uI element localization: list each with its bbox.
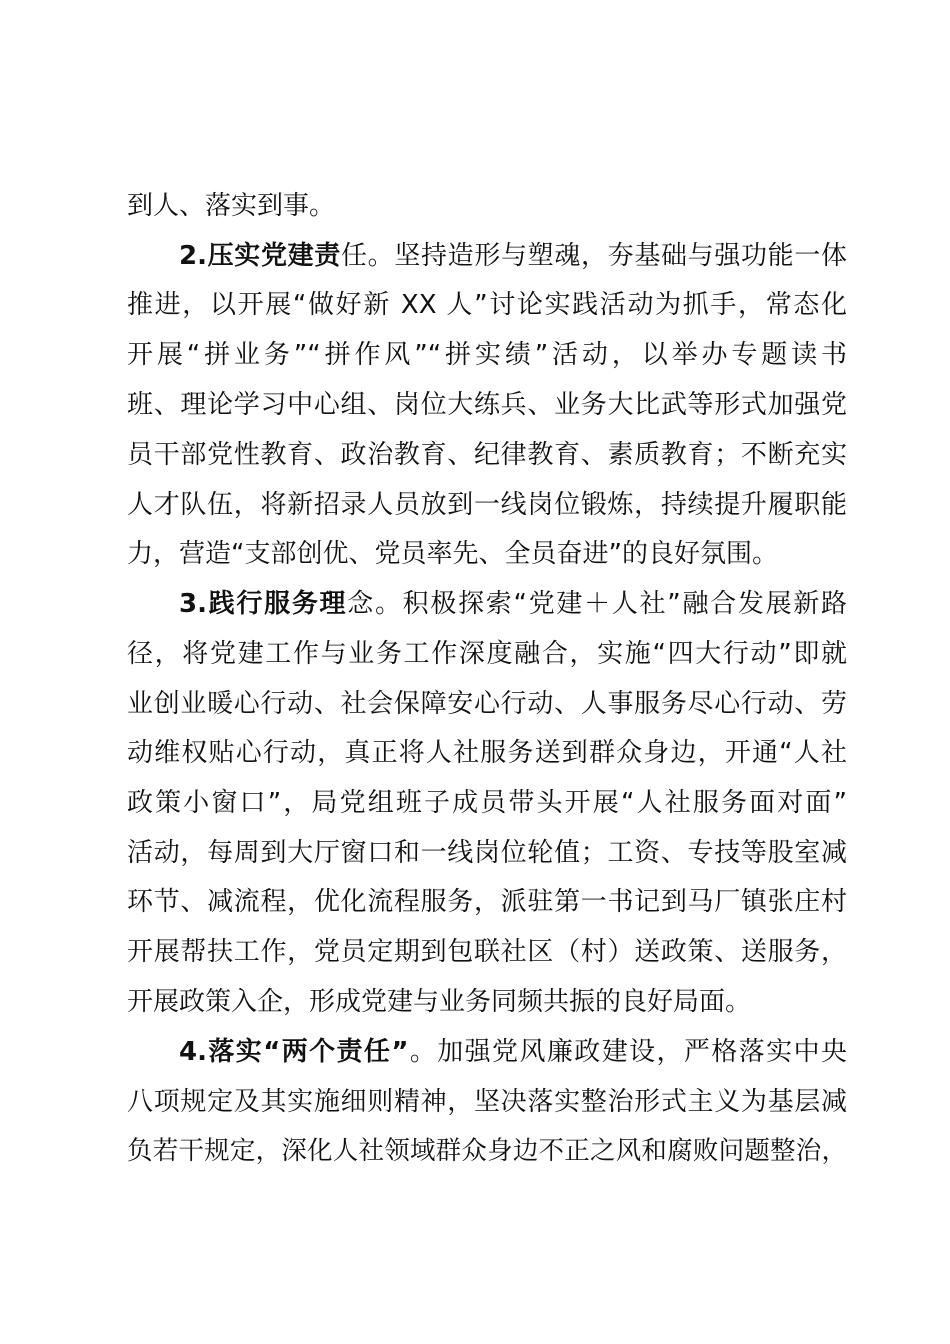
paragraph-line: 开展帮扶工作，党员定期到包联社区（村）送政策、送服务， — [127, 937, 847, 967]
paragraph-line: 环节、减流程，优化流程服务，派驻第一书记到马厂镇张庄村 — [127, 887, 847, 917]
paragraph-line: 开展“拼业务”“拼作风”“拼实绩”活动，以举办专题读书 — [127, 340, 847, 370]
paragraph-line: 推进，以开展“做好新 XX 人”讨论实践活动为抓手，常态化 — [127, 290, 847, 320]
paragraph-line: 动维权贴心行动，真正将人社服务送到群众身边，开通“人社 — [127, 738, 847, 768]
section-heading-line: 4.落实“两个责任”。加强党风廉政建设，严格落实中央 — [179, 1037, 847, 1067]
section-heading: 4.落实“两个责任” — [179, 1037, 409, 1067]
paragraph-line: 班、理论学习中心组、岗位大练兵、业务大比武等形式加强党 — [127, 390, 847, 420]
paragraph-line: 员干部党性教育、政治教育、纪律教育、素质教育；不断充实 — [127, 440, 847, 470]
paragraph-line: 业创业暖心行动、社会保障安心行动、人事服务尽心行动、劳 — [127, 689, 847, 719]
section-heading-line: 2.压实党建责任。坚持造形与塑魂，夯基础与强功能一体 — [179, 241, 847, 271]
paragraph-line: 开展政策入企，形成党建与业务同频共振的良好局面。 — [127, 987, 752, 1017]
section-heading-line: 3.践行服务理念。积极探索“党建＋人社”融合发展新路 — [179, 589, 847, 619]
paragraph-line: 径，将党建工作与业务工作深度融合，实施“四大行动”即就 — [127, 639, 847, 669]
paragraph-line: 力，营造“支部创优、党员率先、全员奋进”的良好氛围。 — [127, 539, 778, 569]
paragraph-line: 到人、落实到事。 — [127, 191, 336, 221]
section-heading: 2.压实党建责 — [179, 241, 341, 271]
section-heading: 3.践行服务理 — [179, 589, 348, 619]
paragraph-line: 八项规定及其实施细则精神，坚决落实整治形式主义为基层减 — [127, 1087, 847, 1117]
paragraph-line: 政策小窗口”，局党组班子成员带头开展“人社服务面对面” — [127, 788, 847, 818]
paragraph-line: 人才队伍，将新招录人员放到一线岗位锻炼，持续提升履职能 — [127, 490, 847, 520]
paragraph-line: 活动，每周到大厅窗口和一线岗位轮值；工资、专技等股室减 — [127, 838, 847, 868]
paragraph-line: 负若干规定，深化人社领域群众身边不正之风和腐败问题整治， — [127, 1136, 847, 1166]
